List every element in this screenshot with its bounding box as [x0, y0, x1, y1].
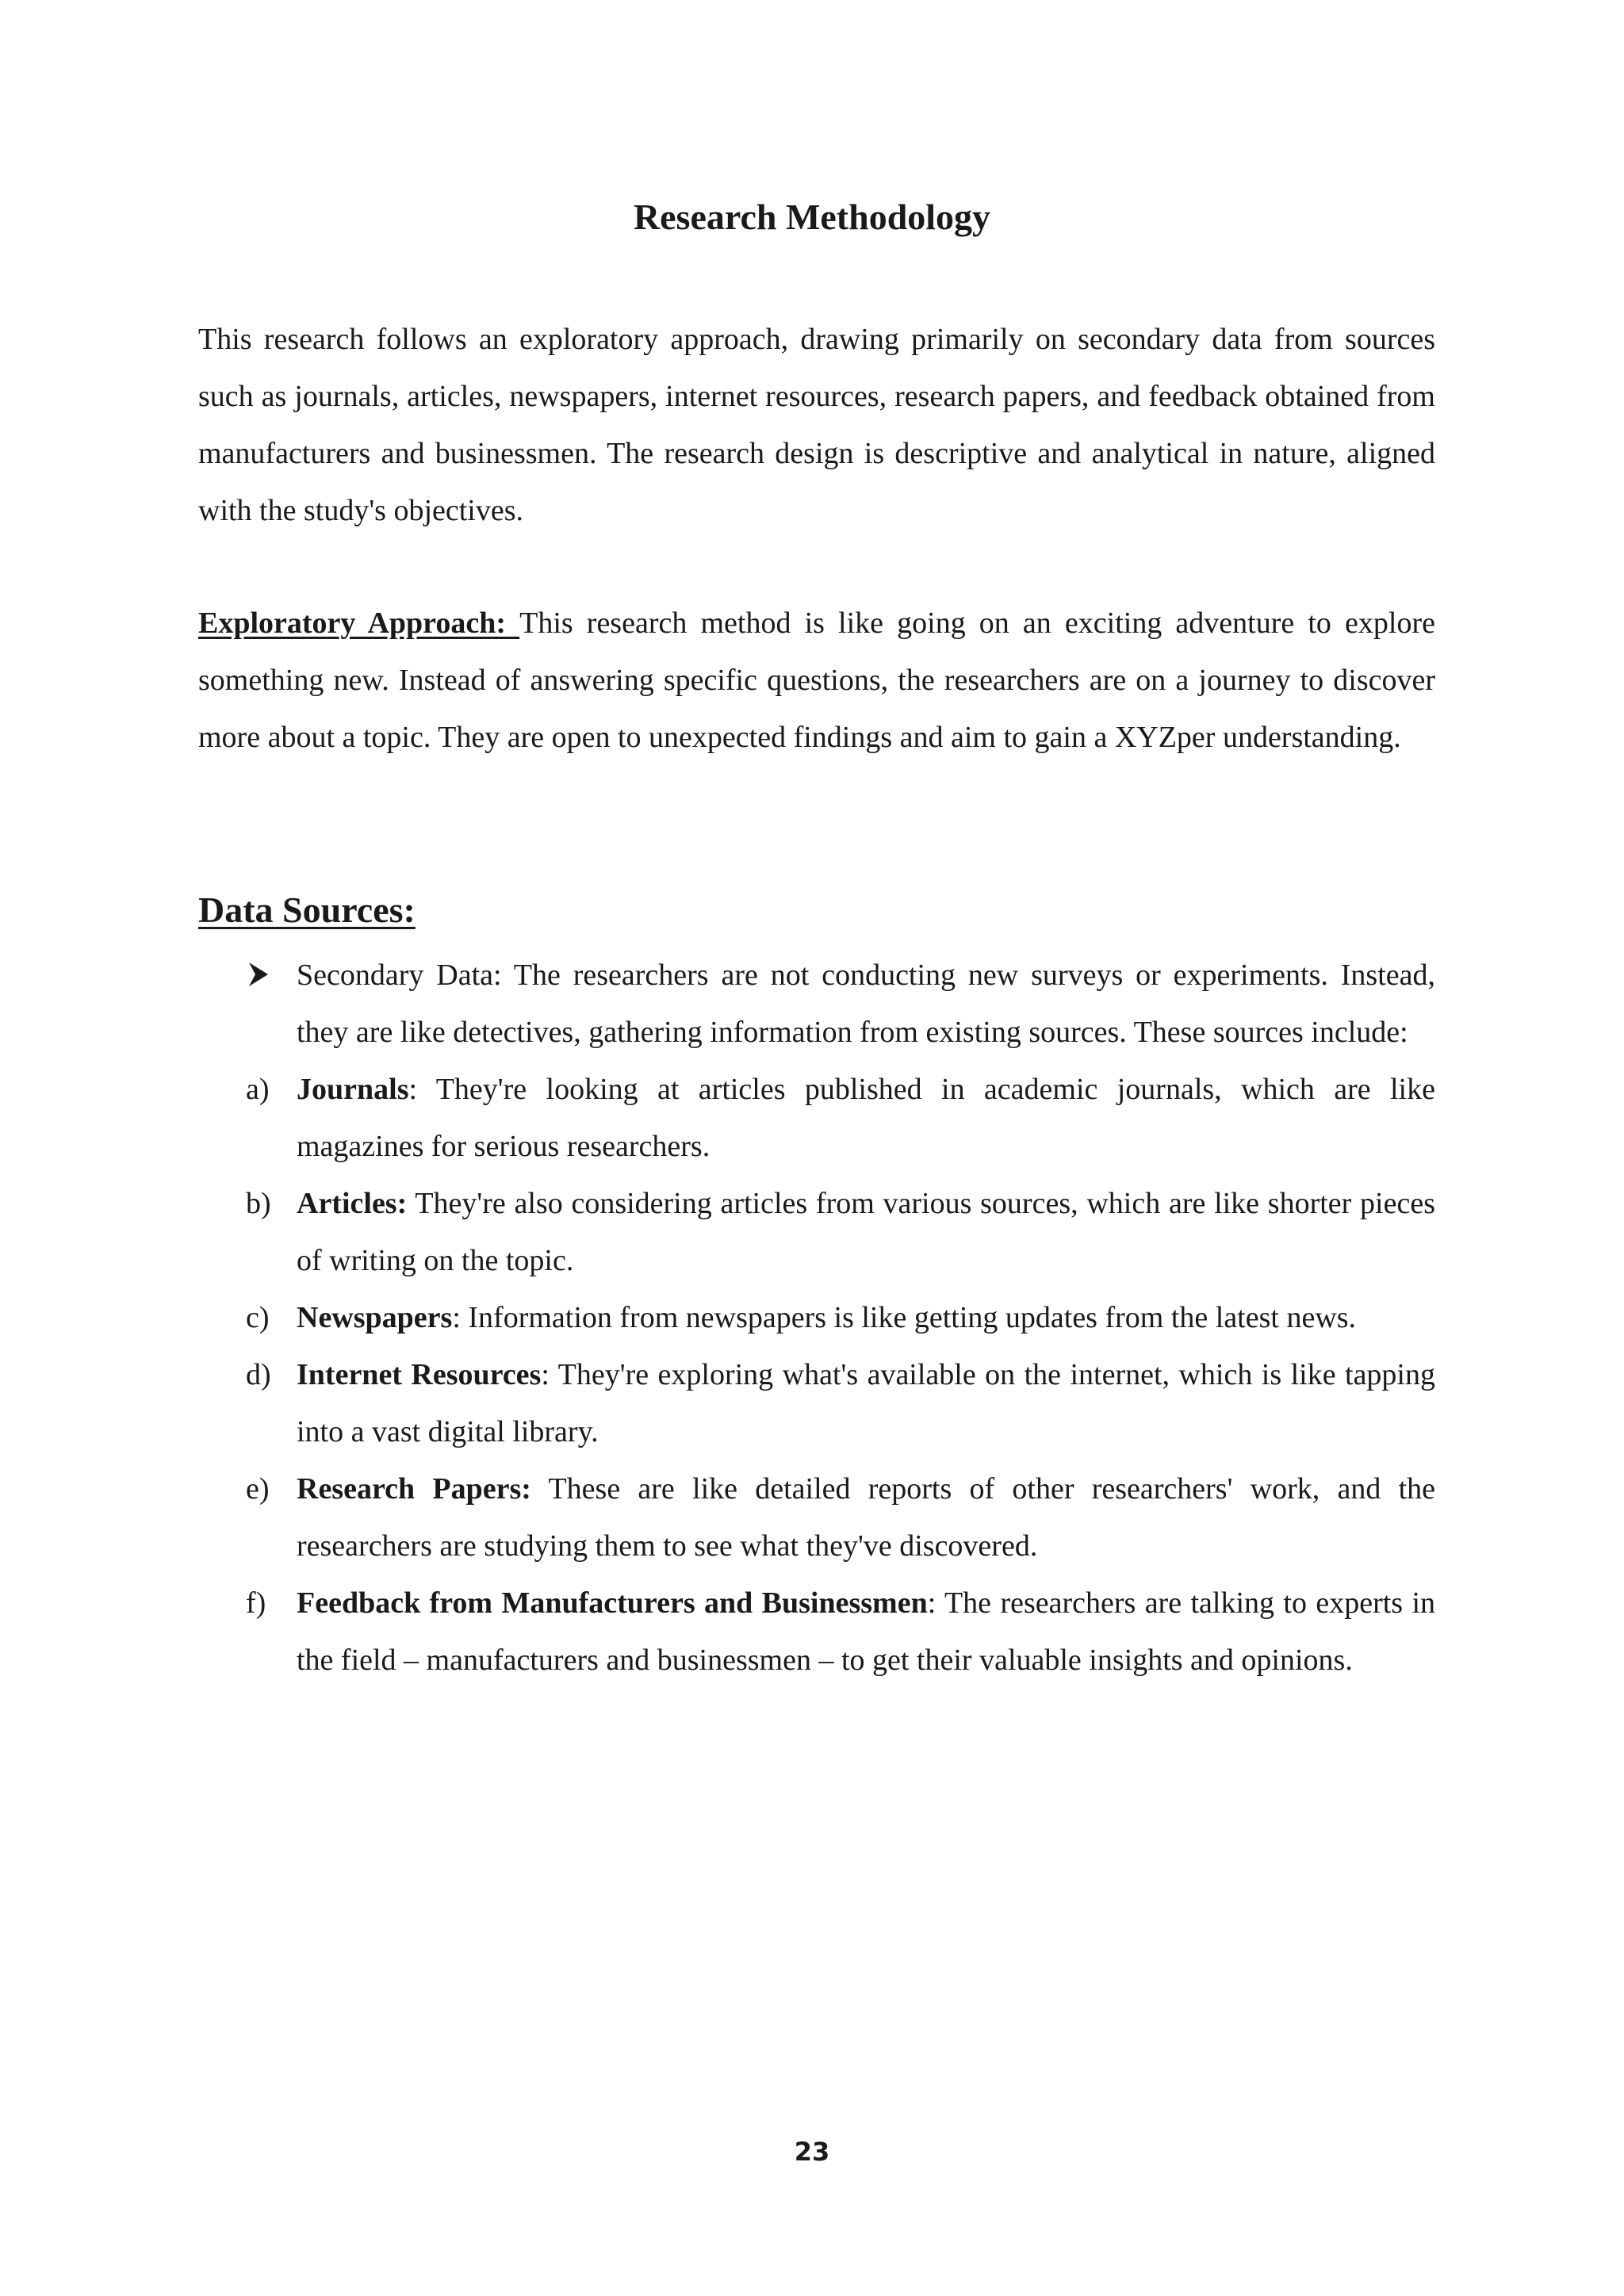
list-item: [198, 1346, 1435, 1460]
list-item: [198, 1175, 1435, 1289]
list-item-term: Internet Resources: [297, 1358, 542, 1391]
list-item: [198, 1289, 1435, 1346]
list-item-text: : They're looking at articles published in academic journals, which are like magazines for serious researchers.: [297, 1073, 1435, 1163]
list-item: [198, 1460, 1435, 1575]
intro-paragraph: This research follows an exploratory approach, drawing primarily on secondary data from sources such as journals, articles, newspapers, internet resources, research papers, and feedback obtained from manufacturers and businessmen. The research design is descriptive and analytical in nature, aligned with the study's objectives.: [198, 323, 1435, 527]
secondary-data-text: Secondary Data: The researchers are not conducting new surveys or experiments. Instead, they are like detectives, gathering information from existing sources. These sources include:: [297, 959, 1435, 1049]
list-item-text: : The researchers are talking to experts in the field – manufacturers and businessmen – to get their valuable insights and opinions.: [297, 1586, 1436, 1677]
list-marker: c): [246, 1301, 270, 1334]
data-sources-heading: Data Sources:: [198, 890, 416, 930]
exploratory-approach-label: Exploratory Approach:: [198, 607, 520, 640]
list-marker: b): [246, 1187, 271, 1220]
list-marker: f): [246, 1586, 266, 1620]
arrowhead-bullet-icon: [247, 961, 270, 988]
list-item: [198, 1061, 1435, 1175]
secondary-data-bullet: [198, 947, 1435, 1061]
list-item-term: Newspapers: [297, 1301, 453, 1334]
list-item-text: : They're exploring what's available on the internet, which is like tapping into a vast digital library.: [297, 1358, 1435, 1448]
list-item-text: These are like detailed reports of other researchers' work, and the researchers are studying them to see what they've discovered.: [297, 1472, 1435, 1563]
list-item-term: Research Papers:: [297, 1472, 531, 1506]
data-sources-list: [198, 947, 1435, 1689]
list-item-text: : Information from newspapers is like getting updates from the latest news.: [452, 1301, 1357, 1334]
list-item-text: They're also considering articles from various sources, which are like shorter pieces of writing on the topic.: [297, 1187, 1435, 1277]
page-title: Research Methodology: [633, 197, 991, 237]
list-marker: e): [246, 1472, 270, 1506]
list-item-term: Journals: [297, 1073, 409, 1106]
list-marker: d): [246, 1358, 271, 1391]
list-item-term: Articles:: [297, 1187, 408, 1220]
exploratory-approach-text: This research method is like going on an exciting adventure to explore something new. Instead of answering specific questions, the researchers are on a journey to discover more about a topic. They are open to unexpected findings and aim to gain a XYZper understanding.: [198, 607, 1435, 754]
exploratory-approach-paragraph: [198, 595, 1435, 766]
list-item-term: Feedback from Manufacturers and Businessmen: [297, 1586, 928, 1620]
page-number: 23: [794, 2137, 830, 2167]
list-marker: a): [246, 1073, 270, 1106]
list-item: [198, 1575, 1435, 1689]
